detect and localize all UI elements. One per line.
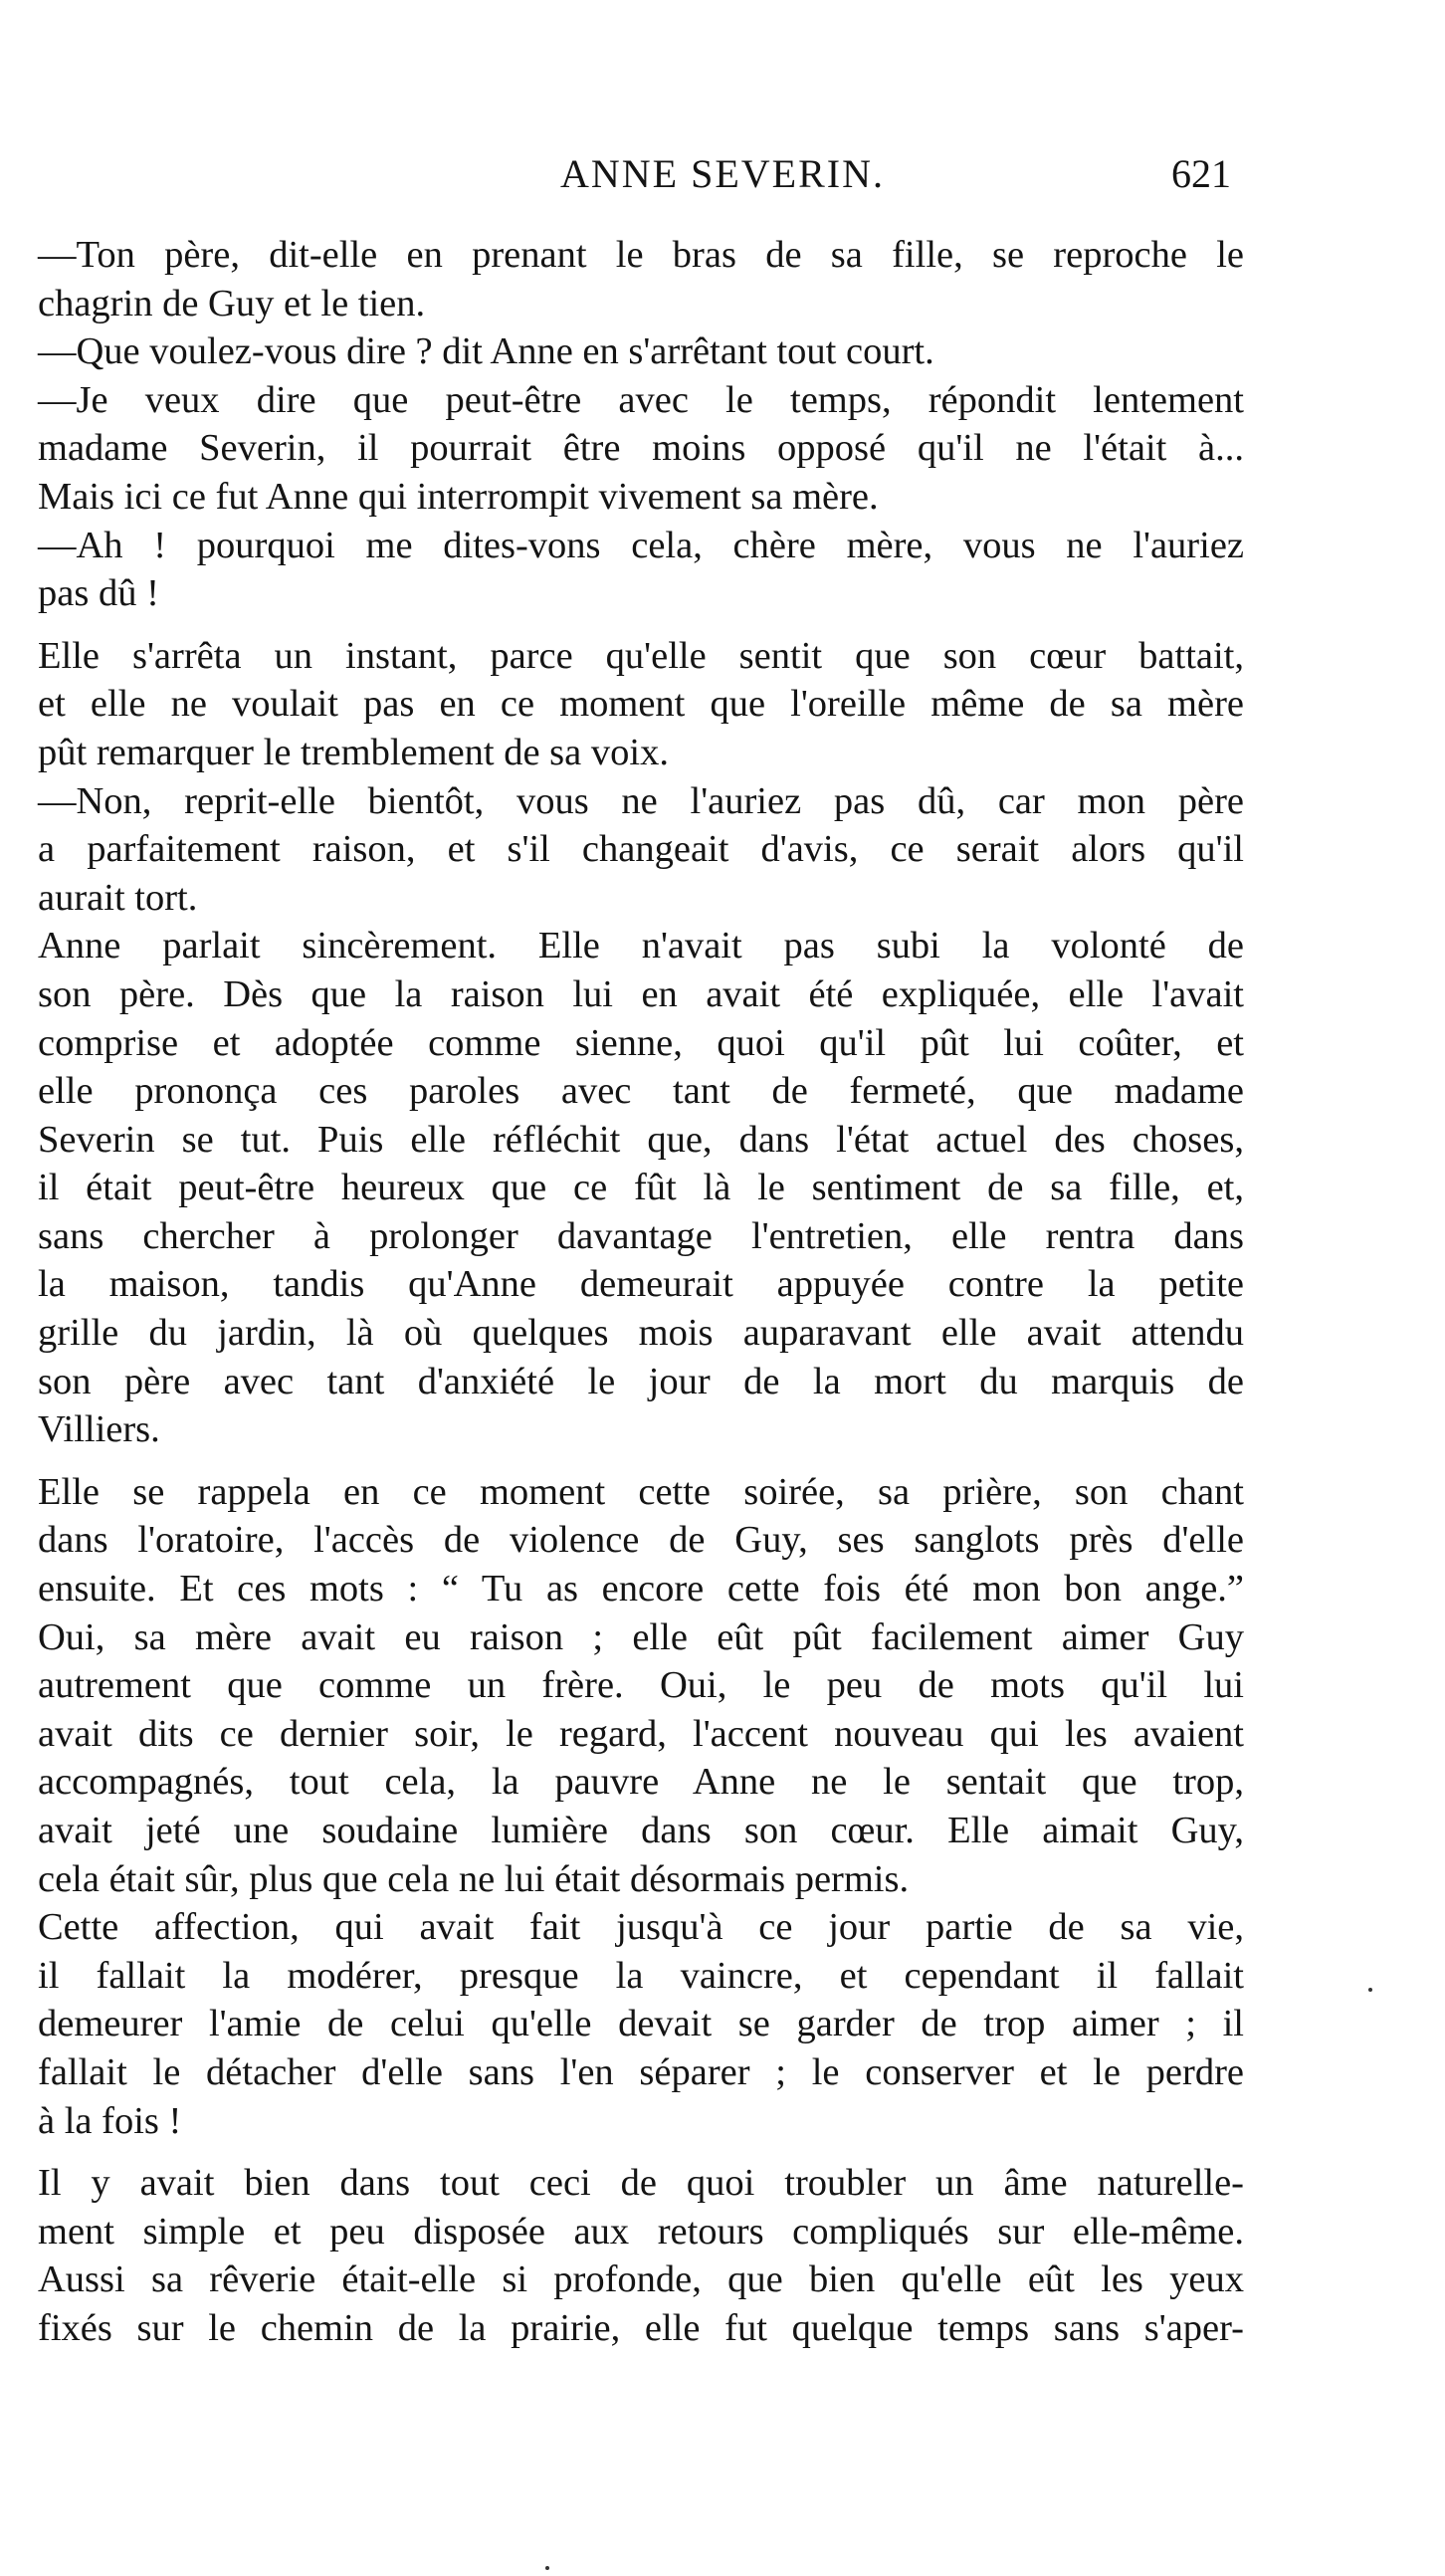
text-line: accompagnés, tout cela, la pauvre Anne ne le sentait que trop,	[38, 1761, 1244, 1804]
text-line: autrement que comme un frère. Oui, le peu de mots qu'il lui	[38, 1664, 1244, 1707]
running-head	[0, 149, 1445, 199]
text-line: elle prononça ces paroles avec tant de fermeté, que madame	[38, 1070, 1244, 1113]
text-line: son père avec tant d'anxiété le jour de la mort du marquis de	[38, 1360, 1244, 1402]
text-line: madame Severin, il pourrait être moins opposé qu'il ne l'était à...	[38, 427, 1244, 470]
text-line: il était peut-être heureux que ce fût là le sentiment de sa fille, et,	[38, 1167, 1244, 1209]
text-line: —Que voulez-vous dire ? dit Anne en s'arrêtant tout court.	[38, 330, 934, 373]
paragraph-gap	[38, 1454, 1244, 1468]
text-line: Severin se tut. Puis elle réfléchit que, dans l'état actuel des choses,	[38, 1118, 1244, 1161]
text-line: —Ah ! pourquoi me dites-vons cela, chère mère, vous ne l'auriez	[38, 524, 1244, 566]
paragraph-gap	[38, 2145, 1244, 2159]
text-line: comprise et adoptée comme sienne, quoi qu'il pût lui coûter, et	[38, 1021, 1244, 1064]
text-line: Aussi sa rêverie était-elle si profonde, que bien qu'elle eût les yeux	[38, 2258, 1244, 2301]
text-line: pas dû !	[38, 572, 159, 615]
running-title: ANNE SEVERIN.	[560, 151, 885, 196]
text-line: —Je veux dire que peut-être avec le temps, répondit lentement	[38, 378, 1244, 421]
text-line: Elle se rappela en ce moment cette soirée, sa prière, son chant	[38, 1470, 1244, 1513]
text-line: et elle ne voulait pas en ce moment que l'oreille même de sa mère	[38, 683, 1244, 726]
text-line: sans chercher à prolonger davantage l'entretien, elle rentra dans	[38, 1214, 1244, 1257]
text-line: avait jeté une soudaine lumière dans son cœur. Elle aimait Guy,	[38, 1810, 1244, 1851]
print-speck	[1368, 1988, 1372, 1992]
text-line: cela était sûr, plus que cela ne lui était désormais permis.	[38, 1857, 910, 1900]
text-line: Mais ici ce fut Anne qui interrompit vivement sa mère.	[38, 475, 879, 518]
text-line: —Ton père, dit-elle en prenant le bras de sa fille, se reproche le	[38, 234, 1244, 276]
text-line: fixés sur le chemin de la prairie, elle fut quelque temps sans s'aper-	[38, 2306, 1244, 2349]
text-line: Elle s'arrêta un instant, parce qu'elle sentit que son cœur battait,	[38, 634, 1244, 677]
body-text	[38, 231, 1244, 2353]
print-speck	[545, 2566, 549, 2570]
text-line: grille du jardin, là où quelques mois auparavant elle avait attendu	[38, 1312, 1244, 1355]
text-line: Il y avait bien dans tout ceci de quoi troubler un âme naturelle-	[38, 2162, 1244, 2205]
text-line: ensuite. Et ces mots : “ Tu as encore cette fois été mon bon ange.”	[38, 1568, 1244, 1610]
text-line: ment simple et peu disposée aux retours compliqués sur elle-même.	[38, 2210, 1244, 2253]
text-line: Villiers.	[38, 1408, 160, 1451]
text-line: chagrin de Guy et le tien.	[38, 282, 426, 324]
text-line: Cette affection, qui avait fait jusqu'à ce jour partie de sa vie,	[38, 1906, 1244, 1949]
text-line: Oui, sa mère avait eu raison ; elle eût pût facilement aimer Guy	[38, 1615, 1244, 1658]
text-line: dans l'oratoire, l'accès de violence de Guy, ses sanglots près d'elle	[38, 1519, 1244, 1562]
text-line: son père. Dès que la raison lui en avait été expliquée, elle l'avait	[38, 972, 1244, 1015]
text-line: —Non, reprit-elle bientôt, vous ne l'auriez pas dû, car mon père	[38, 779, 1244, 822]
text-line: aurait tort.	[38, 876, 198, 919]
text-line: pût remarquer le tremblement de sa voix.	[38, 731, 669, 773]
text-line: il fallait la modérer, presque la vaincre, et cependant il fallait	[38, 1954, 1244, 1997]
page-number: 621	[1171, 151, 1231, 196]
paragraph-gap	[38, 618, 1244, 632]
text-line: fallait le détacher d'elle sans l'en séparer ; le conserver et le perdre	[38, 2050, 1244, 2093]
text-line: la maison, tandis qu'Anne demeurait appuyée contre la petite	[38, 1263, 1244, 1306]
text-line: Anne parlait sincèrement. Elle n'avait pas subi la volonté de	[38, 925, 1244, 967]
text-line: avait dits ce dernier soir, le regard, l'accent nouveau qui les avaient	[38, 1712, 1244, 1755]
text-line: a parfaitement raison, et s'il changeait d'avis, ce serait alors qu'il	[38, 828, 1244, 871]
text-line: à la fois !	[38, 2099, 182, 2142]
text-line: demeurer l'amie de celui qu'elle devait se garder de trop aimer ; il	[38, 2003, 1244, 2045]
